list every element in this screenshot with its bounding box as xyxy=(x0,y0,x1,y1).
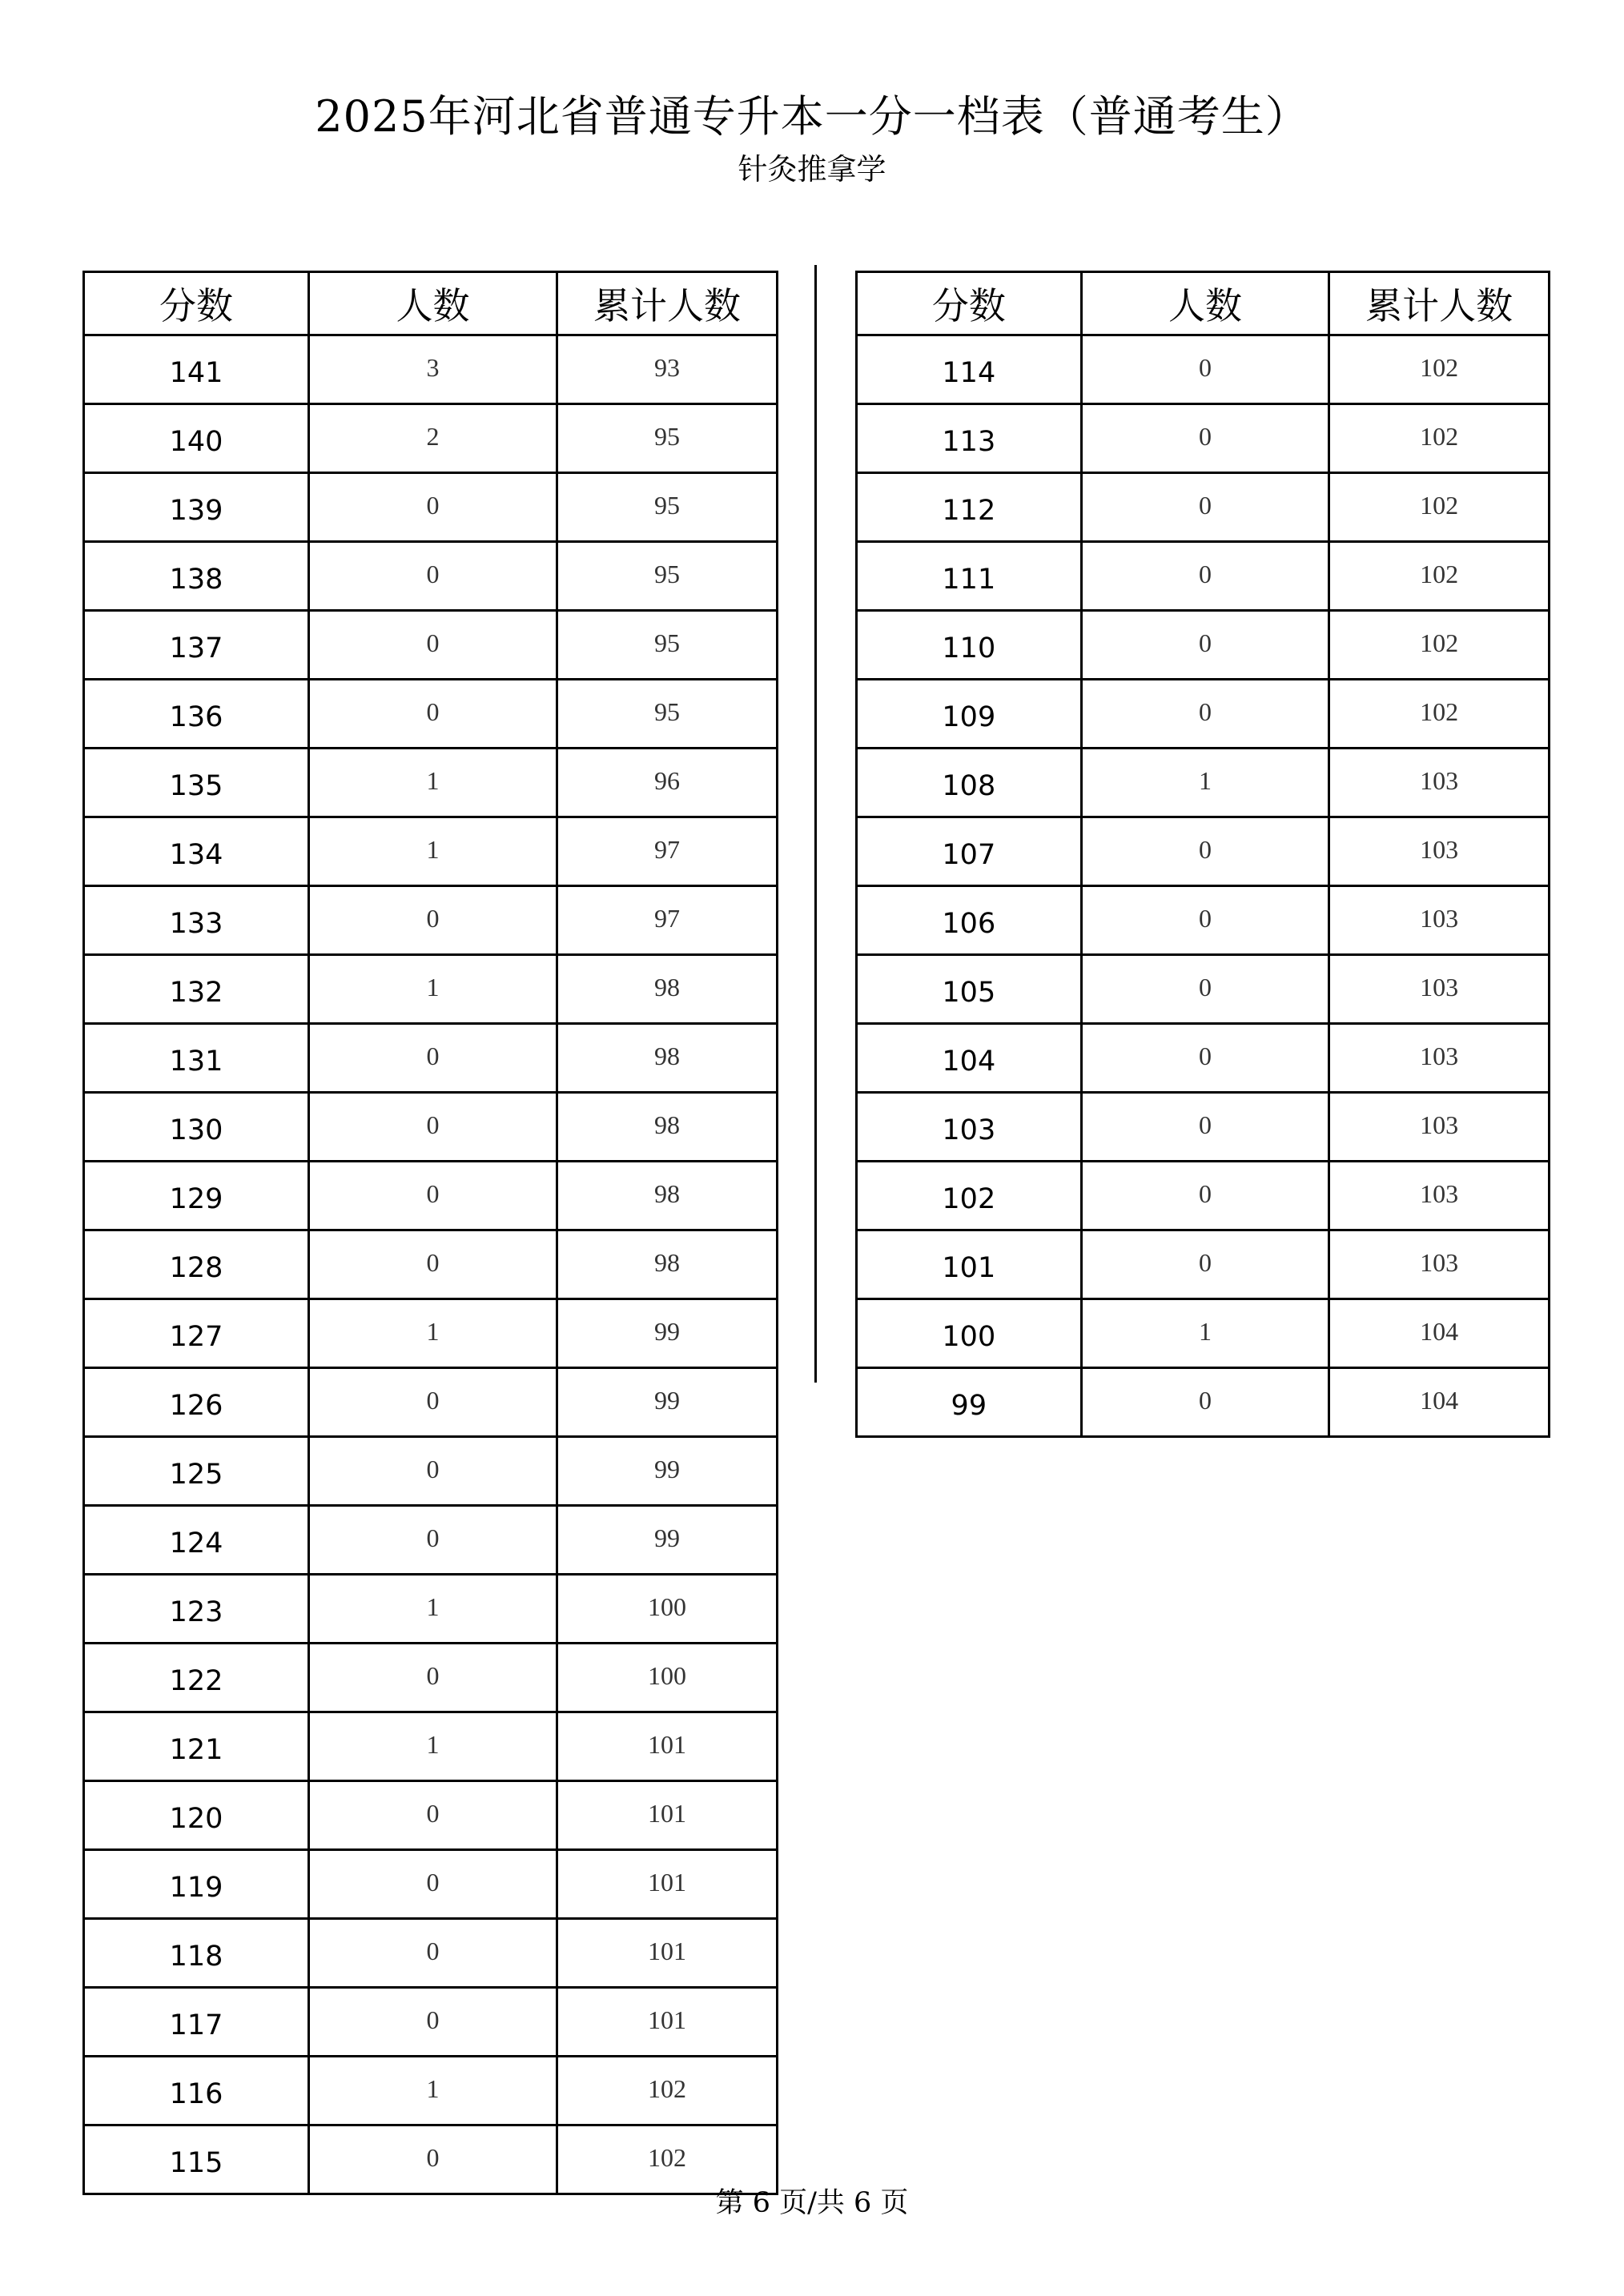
cell-score: 122 xyxy=(84,1644,309,1712)
table-row xyxy=(857,817,1550,886)
cell-score: 141 xyxy=(84,335,309,404)
cell-count: 0 xyxy=(1081,1162,1329,1230)
table-row xyxy=(84,749,778,817)
cell-score: 107 xyxy=(857,817,1082,886)
cell-cumulative: 103 xyxy=(1329,1093,1550,1162)
cell-count: 3 xyxy=(308,335,557,404)
cell-cumulative: 102 xyxy=(557,2125,778,2194)
cell-count: 0 xyxy=(1081,1368,1329,1437)
cell-count: 0 xyxy=(1081,886,1329,955)
cell-count: 1 xyxy=(1081,1299,1329,1368)
cell-score: 108 xyxy=(857,749,1082,817)
cell-cumulative: 102 xyxy=(1329,611,1550,680)
cell-count: 0 xyxy=(308,542,557,611)
table-row xyxy=(84,335,778,404)
cell-score: 130 xyxy=(84,1093,309,1162)
score-table-left xyxy=(82,271,778,2195)
table-row xyxy=(84,1575,778,1644)
cell-cumulative: 100 xyxy=(557,1644,778,1712)
cell-count: 0 xyxy=(308,1162,557,1230)
table-row xyxy=(84,1437,778,1506)
cell-cumulative: 103 xyxy=(1329,1230,1550,1299)
table-row xyxy=(84,1299,778,1368)
table-row xyxy=(84,404,778,473)
table-row xyxy=(857,1299,1550,1368)
cell-cumulative: 102 xyxy=(1329,680,1550,749)
table-row xyxy=(84,1024,778,1093)
table-row xyxy=(857,404,1550,473)
cell-score: 101 xyxy=(857,1230,1082,1299)
cell-cumulative: 93 xyxy=(557,335,778,404)
header-count: 人数 xyxy=(308,272,557,335)
cell-cumulative: 97 xyxy=(557,817,778,886)
table-row xyxy=(84,1644,778,1712)
cell-score: 124 xyxy=(84,1506,309,1575)
table-row xyxy=(857,611,1550,680)
cell-score: 100 xyxy=(857,1299,1082,1368)
cell-score: 139 xyxy=(84,473,309,542)
cell-count: 0 xyxy=(1081,817,1329,886)
cell-cumulative: 100 xyxy=(557,1575,778,1644)
cell-count: 0 xyxy=(308,2125,557,2194)
cell-cumulative: 103 xyxy=(1329,817,1550,886)
cell-cumulative: 96 xyxy=(557,749,778,817)
table-row xyxy=(84,542,778,611)
cell-cumulative: 101 xyxy=(557,1712,778,1781)
cell-score: 125 xyxy=(84,1437,309,1506)
cell-cumulative: 98 xyxy=(557,1024,778,1093)
table-row xyxy=(84,1506,778,1575)
cell-count: 1 xyxy=(1081,749,1329,817)
cell-count: 2 xyxy=(308,404,557,473)
cell-count: 0 xyxy=(1081,611,1329,680)
cell-cumulative: 95 xyxy=(557,680,778,749)
cell-score: 131 xyxy=(84,1024,309,1093)
table-row xyxy=(857,473,1550,542)
cell-cumulative: 103 xyxy=(1329,1162,1550,1230)
cell-score: 103 xyxy=(857,1093,1082,1162)
cell-cumulative: 98 xyxy=(557,1230,778,1299)
cell-score: 137 xyxy=(84,611,309,680)
cell-cumulative: 98 xyxy=(557,955,778,1024)
cell-count: 1 xyxy=(308,1299,557,1368)
cell-score: 118 xyxy=(84,1919,309,1988)
cell-count: 0 xyxy=(308,1781,557,1850)
header-count: 人数 xyxy=(1081,272,1329,335)
cell-count: 0 xyxy=(1081,542,1329,611)
cell-count: 0 xyxy=(308,1024,557,1093)
table-row xyxy=(857,1230,1550,1299)
cell-score: 119 xyxy=(84,1850,309,1919)
cell-count: 0 xyxy=(1081,404,1329,473)
cell-score: 134 xyxy=(84,817,309,886)
cell-count: 0 xyxy=(308,1437,557,1506)
cell-count: 0 xyxy=(308,1093,557,1162)
cell-count: 0 xyxy=(1081,473,1329,542)
page-subtitle: 针灸推拿学 xyxy=(738,152,886,187)
cell-score: 120 xyxy=(84,1781,309,1850)
cell-cumulative: 99 xyxy=(557,1368,778,1437)
cell-score: 133 xyxy=(84,886,309,955)
cell-cumulative: 102 xyxy=(1329,404,1550,473)
cell-count: 0 xyxy=(308,1919,557,1988)
table-row xyxy=(857,955,1550,1024)
cell-score: 136 xyxy=(84,680,309,749)
cell-score: 113 xyxy=(857,404,1082,473)
table-row xyxy=(84,1162,778,1230)
table-header-row xyxy=(84,272,778,335)
cell-cumulative: 95 xyxy=(557,542,778,611)
table-row xyxy=(857,680,1550,749)
cell-score: 128 xyxy=(84,1230,309,1299)
cell-score: 132 xyxy=(84,955,309,1024)
cell-score: 111 xyxy=(857,542,1082,611)
cell-score: 127 xyxy=(84,1299,309,1368)
cell-score: 123 xyxy=(84,1575,309,1644)
cell-count: 1 xyxy=(308,955,557,1024)
cell-score: 138 xyxy=(84,542,309,611)
table-row xyxy=(84,955,778,1024)
header-cumulative: 累计人数 xyxy=(557,272,778,335)
cell-count: 0 xyxy=(308,886,557,955)
table-row xyxy=(84,1093,778,1162)
cell-count: 0 xyxy=(1081,1024,1329,1093)
cell-cumulative: 103 xyxy=(1329,886,1550,955)
cell-cumulative: 95 xyxy=(557,611,778,680)
cell-count: 1 xyxy=(308,2057,557,2125)
cell-cumulative: 98 xyxy=(557,1162,778,1230)
table-row xyxy=(857,1368,1550,1437)
cell-cumulative: 103 xyxy=(1329,955,1550,1024)
cell-score: 102 xyxy=(857,1162,1082,1230)
table-row xyxy=(84,817,778,886)
cell-count: 0 xyxy=(308,680,557,749)
table-row xyxy=(84,1230,778,1299)
table-row xyxy=(84,611,778,680)
table-row xyxy=(857,1093,1550,1162)
cell-score: 112 xyxy=(857,473,1082,542)
cell-count: 0 xyxy=(308,1988,557,2057)
score-table-right xyxy=(855,271,1550,1438)
cell-count: 0 xyxy=(308,1850,557,1919)
table-row xyxy=(857,886,1550,955)
cell-score: 109 xyxy=(857,680,1082,749)
cell-cumulative: 101 xyxy=(557,1781,778,1850)
table-row xyxy=(857,1162,1550,1230)
cell-score: 106 xyxy=(857,886,1082,955)
cell-count: 0 xyxy=(1081,335,1329,404)
cell-cumulative: 95 xyxy=(557,473,778,542)
column-divider xyxy=(814,265,817,1383)
table-row xyxy=(84,2057,778,2125)
cell-score: 104 xyxy=(857,1024,1082,1093)
table-row xyxy=(84,1368,778,1437)
cell-cumulative: 104 xyxy=(1329,1368,1550,1437)
cell-count: 0 xyxy=(1081,1230,1329,1299)
table-row xyxy=(84,1850,778,1919)
table-row xyxy=(857,749,1550,817)
cell-count: 1 xyxy=(308,749,557,817)
cell-cumulative: 99 xyxy=(557,1506,778,1575)
cell-cumulative: 102 xyxy=(1329,473,1550,542)
cell-count: 0 xyxy=(308,611,557,680)
cell-score: 115 xyxy=(84,2125,309,2194)
cell-score: 129 xyxy=(84,1162,309,1230)
cell-cumulative: 95 xyxy=(557,404,778,473)
page-title: 2025年河北省普通专升本一分一档表（普通考生） xyxy=(315,91,1309,142)
cell-score: 110 xyxy=(857,611,1082,680)
cell-cumulative: 98 xyxy=(557,1093,778,1162)
cell-cumulative: 101 xyxy=(557,1850,778,1919)
table-header-row xyxy=(857,272,1550,335)
header-score: 分数 xyxy=(857,272,1082,335)
cell-count: 0 xyxy=(308,473,557,542)
cell-count: 0 xyxy=(1081,955,1329,1024)
table-row xyxy=(857,542,1550,611)
table-row xyxy=(857,1024,1550,1093)
cell-score: 126 xyxy=(84,1368,309,1437)
cell-cumulative: 99 xyxy=(557,1299,778,1368)
cell-score: 121 xyxy=(84,1712,309,1781)
cell-score: 105 xyxy=(857,955,1082,1024)
cell-count: 0 xyxy=(308,1644,557,1712)
cell-count: 1 xyxy=(308,1712,557,1781)
cell-cumulative: 103 xyxy=(1329,1024,1550,1093)
table-row xyxy=(84,1988,778,2057)
table-row xyxy=(84,473,778,542)
cell-count: 0 xyxy=(308,1230,557,1299)
cell-cumulative: 103 xyxy=(1329,749,1550,817)
cell-cumulative: 104 xyxy=(1329,1299,1550,1368)
table-row xyxy=(84,886,778,955)
header-cumulative: 累计人数 xyxy=(1329,272,1550,335)
table-row xyxy=(84,1781,778,1850)
cell-cumulative: 99 xyxy=(557,1437,778,1506)
cell-score: 99 xyxy=(857,1368,1082,1437)
cell-count: 0 xyxy=(308,1368,557,1437)
table-row xyxy=(84,680,778,749)
cell-score: 116 xyxy=(84,2057,309,2125)
cell-cumulative: 102 xyxy=(557,2057,778,2125)
cell-cumulative: 97 xyxy=(557,886,778,955)
cell-cumulative: 102 xyxy=(1329,542,1550,611)
header-score: 分数 xyxy=(84,272,309,335)
page-footer: 第 6 页/共 6 页 xyxy=(715,2187,909,2219)
cell-count: 0 xyxy=(308,1506,557,1575)
cell-count: 0 xyxy=(1081,1093,1329,1162)
cell-count: 1 xyxy=(308,1575,557,1644)
cell-score: 140 xyxy=(84,404,309,473)
table-row xyxy=(84,1919,778,1988)
cell-cumulative: 102 xyxy=(1329,335,1550,404)
cell-score: 117 xyxy=(84,1988,309,2057)
cell-score: 114 xyxy=(857,335,1082,404)
cell-cumulative: 101 xyxy=(557,1919,778,1988)
cell-count: 1 xyxy=(308,817,557,886)
table-row xyxy=(84,1712,778,1781)
cell-count: 0 xyxy=(1081,680,1329,749)
cell-cumulative: 101 xyxy=(557,1988,778,2057)
table-row xyxy=(857,335,1550,404)
cell-score: 135 xyxy=(84,749,309,817)
